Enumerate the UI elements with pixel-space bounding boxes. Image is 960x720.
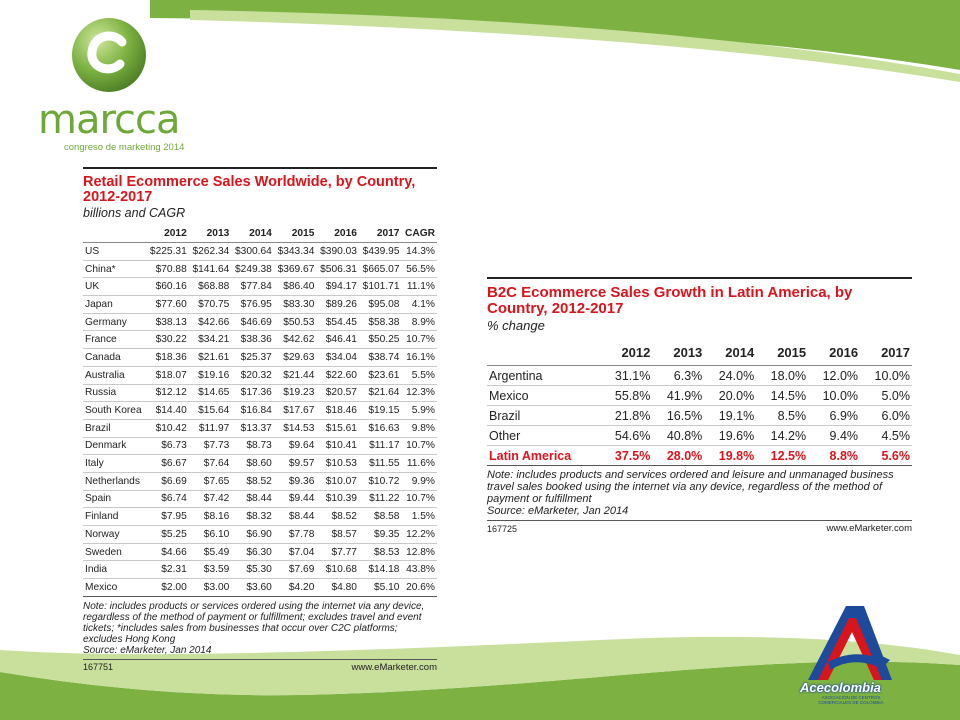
row-value: $38.13 bbox=[146, 313, 189, 331]
row-country: Australia bbox=[83, 366, 146, 384]
row-value: $10.41 bbox=[316, 437, 359, 455]
table-row bbox=[487, 386, 912, 406]
row-value: $25.37 bbox=[231, 349, 274, 367]
row-value: $665.07 bbox=[359, 260, 402, 278]
row-value: $141.64 bbox=[189, 260, 232, 278]
row-value: $34.04 bbox=[316, 349, 359, 367]
row-value: 10.7% bbox=[401, 490, 437, 508]
row-country: Finland bbox=[83, 508, 146, 526]
retail-table-footer bbox=[83, 659, 437, 673]
row-value: $8.73 bbox=[231, 437, 274, 455]
row-value: $70.88 bbox=[146, 260, 189, 278]
row-value: $12.12 bbox=[146, 384, 189, 402]
table-row bbox=[487, 406, 912, 426]
row-value: $6.67 bbox=[146, 455, 189, 473]
table-row bbox=[83, 526, 437, 544]
row-value: $11.17 bbox=[359, 437, 402, 455]
row-value: $8.52 bbox=[231, 472, 274, 490]
row-value: 10.0% bbox=[860, 366, 912, 386]
row-value: 54.6% bbox=[600, 426, 652, 446]
header-2012: 2012 bbox=[600, 339, 652, 366]
table-row bbox=[83, 278, 437, 296]
brand-block bbox=[38, 97, 188, 153]
table-row bbox=[83, 508, 437, 526]
row-value: 28.0% bbox=[652, 446, 704, 466]
row-value: $2.00 bbox=[146, 579, 189, 597]
row-value: $7.95 bbox=[146, 508, 189, 526]
row-value: $10.72 bbox=[359, 472, 402, 490]
header-cagr: CAGR bbox=[401, 224, 437, 243]
row-value: 10.7% bbox=[401, 331, 437, 349]
row-value: $14.53 bbox=[274, 419, 317, 437]
table-row bbox=[83, 331, 437, 349]
row-value: $16.84 bbox=[231, 402, 274, 420]
table-row bbox=[83, 543, 437, 561]
row-country: US bbox=[83, 243, 146, 261]
retail-table-subtitle: billions and CAGR bbox=[83, 206, 186, 220]
table-row bbox=[83, 419, 437, 437]
row-value: $9.57 bbox=[274, 455, 317, 473]
row-value: $10.39 bbox=[316, 490, 359, 508]
table-row bbox=[83, 579, 437, 597]
row-value: 16.1% bbox=[401, 349, 437, 367]
header-2016: 2016 bbox=[808, 339, 860, 366]
panel-top-rule bbox=[487, 277, 912, 279]
row-value: $8.44 bbox=[231, 490, 274, 508]
table-row bbox=[83, 384, 437, 402]
row-value: $3.00 bbox=[189, 579, 232, 597]
table-row bbox=[83, 490, 437, 508]
row-value: $439.95 bbox=[359, 243, 402, 261]
row-value: $21.44 bbox=[274, 366, 317, 384]
row-value: $17.67 bbox=[274, 402, 317, 420]
row-value: $300.64 bbox=[231, 243, 274, 261]
row-value: $10.42 bbox=[146, 419, 189, 437]
row-country: Mexico bbox=[83, 579, 146, 597]
table-row bbox=[83, 243, 437, 261]
row-value: 11.6% bbox=[401, 455, 437, 473]
table-row bbox=[83, 313, 437, 331]
retail-ecommerce-panel bbox=[83, 167, 437, 673]
row-value: $42.62 bbox=[274, 331, 317, 349]
row-value: 8.8% bbox=[808, 446, 860, 466]
row-country: Sweden bbox=[83, 543, 146, 561]
row-value: 1.5% bbox=[401, 508, 437, 526]
row-value: 6.3% bbox=[652, 366, 704, 386]
row-value: $11.55 bbox=[359, 455, 402, 473]
row-value: $89.26 bbox=[316, 296, 359, 314]
row-value: 14.3% bbox=[401, 243, 437, 261]
row-country: France bbox=[83, 331, 146, 349]
table-row bbox=[83, 472, 437, 490]
row-value: $14.65 bbox=[189, 384, 232, 402]
row-value: $5.10 bbox=[359, 579, 402, 597]
row-value: $34.21 bbox=[189, 331, 232, 349]
header-2014: 2014 bbox=[231, 224, 274, 243]
row-country: UK bbox=[83, 278, 146, 296]
latam-table-title: B2C Ecommerce Sales Growth in Latin America, by Country, 2012-2017 bbox=[487, 284, 853, 317]
row-value: $7.73 bbox=[189, 437, 232, 455]
row-value: $20.32 bbox=[231, 366, 274, 384]
row-value: 4.1% bbox=[401, 296, 437, 314]
row-value: $10.07 bbox=[316, 472, 359, 490]
row-value: 55.8% bbox=[600, 386, 652, 406]
row-value: $38.74 bbox=[359, 349, 402, 367]
table-row bbox=[83, 561, 437, 579]
row-value: $6.10 bbox=[189, 526, 232, 544]
row-value: 12.8% bbox=[401, 543, 437, 561]
row-value: $3.59 bbox=[189, 561, 232, 579]
retail-table-note: Note: includes products or services ordered using the internet via any device, regardless of the method of payment or fulfillment; excludes travel and event tickets; *includes sales from businesses that occur over C2C platforms; excludes Hong Kong bbox=[83, 600, 425, 645]
row-value: $225.31 bbox=[146, 243, 189, 261]
sponsor-name: Acecolombia bbox=[800, 680, 881, 695]
row-value: 6.0% bbox=[860, 406, 912, 426]
row-value: $77.60 bbox=[146, 296, 189, 314]
row-value: $8.16 bbox=[189, 508, 232, 526]
table-row bbox=[487, 426, 912, 446]
header-2013: 2013 bbox=[652, 339, 704, 366]
row-value: 21.8% bbox=[600, 406, 652, 426]
row-value: 31.1% bbox=[600, 366, 652, 386]
row-country: Japan bbox=[83, 296, 146, 314]
row-value: $9.64 bbox=[274, 437, 317, 455]
header-country bbox=[83, 224, 146, 243]
row-value: $76.95 bbox=[231, 296, 274, 314]
row-value: 41.9% bbox=[652, 386, 704, 406]
row-value: $7.69 bbox=[274, 561, 317, 579]
row-value: 10.0% bbox=[808, 386, 860, 406]
table-row bbox=[83, 349, 437, 367]
row-country: Argentina bbox=[487, 366, 600, 386]
table-row bbox=[83, 455, 437, 473]
row-value: $369.67 bbox=[274, 260, 317, 278]
row-value: $10.53 bbox=[316, 455, 359, 473]
row-value: $20.57 bbox=[316, 384, 359, 402]
row-value: $5.30 bbox=[231, 561, 274, 579]
retail-chart-id: 167751 bbox=[83, 662, 114, 673]
row-value: $6.69 bbox=[146, 472, 189, 490]
row-value: $7.77 bbox=[316, 543, 359, 561]
row-value: $7.42 bbox=[189, 490, 232, 508]
retail-table-title: Retail Ecommerce Sales Worldwide, by Country, 2012-2017 bbox=[83, 174, 416, 205]
table-row bbox=[83, 437, 437, 455]
row-value: 40.8% bbox=[652, 426, 704, 446]
row-value: 19.8% bbox=[704, 446, 756, 466]
row-value: 11.1% bbox=[401, 278, 437, 296]
row-value: $9.36 bbox=[274, 472, 317, 490]
row-value: $7.78 bbox=[274, 526, 317, 544]
row-value: 56.5% bbox=[401, 260, 437, 278]
row-value: $30.22 bbox=[146, 331, 189, 349]
brand-subtitle: congreso de marketing 2014 bbox=[64, 142, 185, 153]
retail-table-header bbox=[83, 224, 437, 243]
row-value: 37.5% bbox=[600, 446, 652, 466]
row-value: $3.60 bbox=[231, 579, 274, 597]
row-country: Brazil bbox=[83, 419, 146, 437]
row-value: $13.37 bbox=[231, 419, 274, 437]
row-value: 5.0% bbox=[860, 386, 912, 406]
row-value: 16.5% bbox=[652, 406, 704, 426]
row-value: $6.90 bbox=[231, 526, 274, 544]
row-value: $21.61 bbox=[189, 349, 232, 367]
row-value: 19.1% bbox=[704, 406, 756, 426]
row-value: $2.31 bbox=[146, 561, 189, 579]
row-value: 5.5% bbox=[401, 366, 437, 384]
row-value: $22.60 bbox=[316, 366, 359, 384]
row-value: 8.5% bbox=[756, 406, 808, 426]
table-row bbox=[83, 366, 437, 384]
row-value: $4.20 bbox=[274, 579, 317, 597]
row-value: 12.2% bbox=[401, 526, 437, 544]
row-country: Netherlands bbox=[83, 472, 146, 490]
row-value: $14.18 bbox=[359, 561, 402, 579]
row-value: $8.60 bbox=[231, 455, 274, 473]
brand-name: marcca bbox=[38, 97, 180, 143]
header-2016: 2016 bbox=[316, 224, 359, 243]
retail-site-link[interactable]: www.eMarketer.com bbox=[351, 661, 437, 673]
row-value: $8.52 bbox=[316, 508, 359, 526]
row-value: $15.61 bbox=[316, 419, 359, 437]
row-value: 14.2% bbox=[756, 426, 808, 446]
latam-site-link[interactable]: www.eMarketer.com bbox=[826, 523, 912, 534]
header-2017: 2017 bbox=[359, 224, 402, 243]
retail-table-source: Source: eMarketer, Jan 2014 bbox=[83, 644, 212, 656]
row-value: $29.63 bbox=[274, 349, 317, 367]
row-value: $101.71 bbox=[359, 278, 402, 296]
row-value: 4.5% bbox=[860, 426, 912, 446]
row-value: $8.57 bbox=[316, 526, 359, 544]
header-2015: 2015 bbox=[274, 224, 317, 243]
row-value: $9.44 bbox=[274, 490, 317, 508]
row-value: $19.16 bbox=[189, 366, 232, 384]
row-value: 9.4% bbox=[808, 426, 860, 446]
retail-table bbox=[83, 224, 437, 597]
latam-growth-panel bbox=[487, 277, 912, 539]
header-2013: 2013 bbox=[189, 224, 232, 243]
row-value: $77.84 bbox=[231, 278, 274, 296]
row-value: 10.7% bbox=[401, 437, 437, 455]
row-value: 18.0% bbox=[756, 366, 808, 386]
row-value: $83.30 bbox=[274, 296, 317, 314]
row-value: $9.35 bbox=[359, 526, 402, 544]
row-value: $17.36 bbox=[231, 384, 274, 402]
header-2017: 2017 bbox=[860, 339, 912, 366]
row-value: 5.6% bbox=[860, 446, 912, 466]
row-value: 8.9% bbox=[401, 313, 437, 331]
row-value: $5.49 bbox=[189, 543, 232, 561]
row-value: $21.64 bbox=[359, 384, 402, 402]
row-value: 20.0% bbox=[704, 386, 756, 406]
row-value: $58.38 bbox=[359, 313, 402, 331]
row-value: $11.97 bbox=[189, 419, 232, 437]
row-value: 12.0% bbox=[808, 366, 860, 386]
row-value: $390.03 bbox=[316, 243, 359, 261]
row-country: Russia bbox=[83, 384, 146, 402]
row-value: $50.25 bbox=[359, 331, 402, 349]
row-country: Other bbox=[487, 426, 600, 446]
row-value: $18.07 bbox=[146, 366, 189, 384]
table-row-total bbox=[487, 446, 912, 466]
row-value: $19.23 bbox=[274, 384, 317, 402]
row-value: $506.31 bbox=[316, 260, 359, 278]
table-row bbox=[83, 296, 437, 314]
row-value: $14.40 bbox=[146, 402, 189, 420]
row-value: $95.08 bbox=[359, 296, 402, 314]
row-value: 24.0% bbox=[704, 366, 756, 386]
row-value: 6.9% bbox=[808, 406, 860, 426]
latam-table-header bbox=[487, 339, 912, 366]
row-value: $8.58 bbox=[359, 508, 402, 526]
row-value: $7.65 bbox=[189, 472, 232, 490]
row-value: 12.3% bbox=[401, 384, 437, 402]
row-value: $343.34 bbox=[274, 243, 317, 261]
row-country: Canada bbox=[83, 349, 146, 367]
latam-table-note: Note: includes products and services ordered and leisure and unmanaged business travel sales booked using the internet via any device, regardless of the method of payment or fulfillment bbox=[487, 469, 894, 505]
row-country: Norway bbox=[83, 526, 146, 544]
row-value: $7.04 bbox=[274, 543, 317, 561]
latam-table-footer bbox=[487, 520, 912, 534]
row-value: $10.68 bbox=[316, 561, 359, 579]
row-value: 12.5% bbox=[756, 446, 808, 466]
row-value: $54.45 bbox=[316, 313, 359, 331]
row-country: India bbox=[83, 561, 146, 579]
row-value: 43.8% bbox=[401, 561, 437, 579]
row-value: $50.53 bbox=[274, 313, 317, 331]
header-2012: 2012 bbox=[146, 224, 189, 243]
row-value: $60.16 bbox=[146, 278, 189, 296]
row-country: Germany bbox=[83, 313, 146, 331]
row-country: Denmark bbox=[83, 437, 146, 455]
row-value: 14.5% bbox=[756, 386, 808, 406]
row-value: $5.25 bbox=[146, 526, 189, 544]
header-country bbox=[487, 339, 600, 366]
row-value: $46.69 bbox=[231, 313, 274, 331]
sponsor-subtitle: ASOCIACIÓN DE CENTROS COMERCIALES DE COLOMBIA bbox=[818, 695, 884, 705]
row-value: $8.53 bbox=[359, 543, 402, 561]
latam-table-source: Source: eMarketer, Jan 2014 bbox=[487, 505, 629, 517]
header-2014: 2014 bbox=[704, 339, 756, 366]
row-value: 19.6% bbox=[704, 426, 756, 446]
row-value: $18.36 bbox=[146, 349, 189, 367]
table-row bbox=[487, 366, 912, 386]
latam-table bbox=[487, 339, 912, 466]
row-country: Spain bbox=[83, 490, 146, 508]
row-value: $18.46 bbox=[316, 402, 359, 420]
row-value: $15.64 bbox=[189, 402, 232, 420]
row-value: $86.40 bbox=[274, 278, 317, 296]
row-value: 9.9% bbox=[401, 472, 437, 490]
latam-chart-id: 167725 bbox=[487, 523, 518, 534]
row-value: 5.9% bbox=[401, 402, 437, 420]
header-2015: 2015 bbox=[756, 339, 808, 366]
row-value: $46.41 bbox=[316, 331, 359, 349]
row-value: $4.66 bbox=[146, 543, 189, 561]
panel-top-rule bbox=[83, 167, 437, 169]
row-value: $23.61 bbox=[359, 366, 402, 384]
row-value: $262.34 bbox=[189, 243, 232, 261]
row-value: $6.30 bbox=[231, 543, 274, 561]
row-value: $8.32 bbox=[231, 508, 274, 526]
row-value: $42.66 bbox=[189, 313, 232, 331]
marcca-logo-icon bbox=[70, 16, 148, 94]
row-value: $68.88 bbox=[189, 278, 232, 296]
row-country: Brazil bbox=[487, 406, 600, 426]
row-value: $94.17 bbox=[316, 278, 359, 296]
table-row bbox=[83, 260, 437, 278]
row-value: $16.63 bbox=[359, 419, 402, 437]
row-value: $249.38 bbox=[231, 260, 274, 278]
row-value: 9.8% bbox=[401, 419, 437, 437]
row-value: $6.74 bbox=[146, 490, 189, 508]
row-value: $8.44 bbox=[274, 508, 317, 526]
table-row bbox=[83, 402, 437, 420]
row-value: $38.36 bbox=[231, 331, 274, 349]
row-value: $19.15 bbox=[359, 402, 402, 420]
row-value: $7.64 bbox=[189, 455, 232, 473]
row-country: Mexico bbox=[487, 386, 600, 406]
row-value: 20.6% bbox=[401, 579, 437, 597]
latam-table-subtitle: % change bbox=[487, 318, 545, 333]
row-country: South Korea bbox=[83, 402, 146, 420]
row-country: Italy bbox=[83, 455, 146, 473]
row-value: $70.75 bbox=[189, 296, 232, 314]
row-value: $4.80 bbox=[316, 579, 359, 597]
row-country: Latin America bbox=[487, 446, 600, 466]
row-value: $11.22 bbox=[359, 490, 402, 508]
row-value: $6.73 bbox=[146, 437, 189, 455]
row-country: China* bbox=[83, 260, 146, 278]
